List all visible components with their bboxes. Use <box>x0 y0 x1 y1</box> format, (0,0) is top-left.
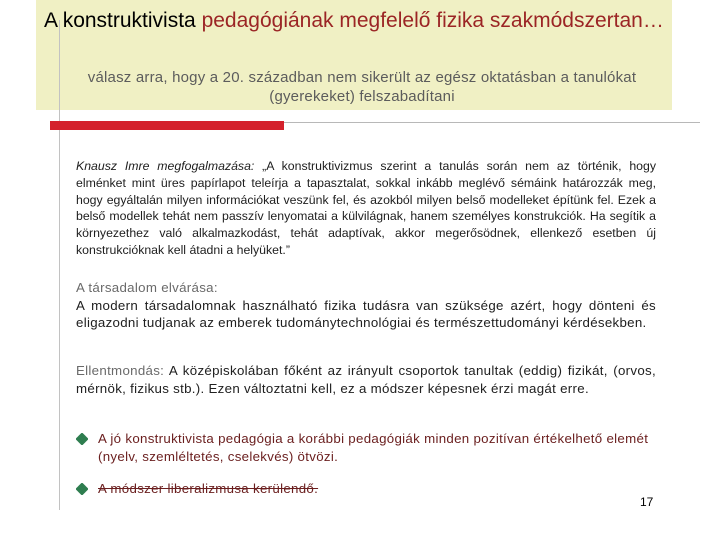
page-number: 17 <box>640 495 654 509</box>
society-heading: A társadalom elvárása: <box>76 280 218 295</box>
quote-text: „A konstruktivizmus szerint a tanulás során nem az történik, hogy elménket mint üres papírlapot teleírja a tapasztalat, sokkal inkább meglévő sémáink határozzák meg, hogy egyáltalán milyen információkat veszünk fel, és azokból milyen belső modelleket építünk fel. Ezek a belső modellek tehát nem passzív lenyomatai a külvilágnak, hanem személyes konstrukciók. Ha segítik a környezethez való alkalmazkodást, tehát adaptívak, akkor megerősödnek, ellenkező esetben új konstrukcióknak kell átadni a helyüket.” <box>76 159 656 257</box>
bullet-text: A módszer liberalizmusa kerülendő. <box>98 481 319 496</box>
bullet-item <box>76 480 676 498</box>
title-part-2: konstruktivista <box>62 9 196 32</box>
bullet-text: A jó konstruktivista pedagógia a korábbi pedagógiák minden pozitívan értékelhető elemét (nyelv, szemléltetés, cselekvés) ötvözi. <box>98 431 649 464</box>
society-expectation <box>76 279 656 332</box>
title-part-1: A <box>44 9 63 32</box>
quote-lead: Knausz Imre megfogalmazása: <box>76 159 255 173</box>
accent-bar <box>50 121 284 130</box>
bullet-item <box>76 430 676 466</box>
contradiction-paragraph <box>76 362 656 397</box>
left-vertical-line <box>59 20 60 510</box>
title-part-3: pedagógiának megfelelő fizika szakmódszertan… <box>195 9 664 32</box>
diamond-flower-bullet-icon <box>76 433 88 445</box>
diamond-flower-bullet-icon <box>76 483 88 495</box>
contradiction-label: Ellentmondás: <box>76 363 165 378</box>
society-text: A modern társadalomnak használható fizika tudásra van szüksége azért, hogy dönteni és eligazodni tudjanak az emberek tudománytechnológiai és természettudományi kérdésekben. <box>76 297 656 331</box>
contradiction-text: A középiskolában főként az irányult csoportok tanultak (eddig) fizikát, (orvos, mérnök, fizikus stb.). Ezen változtatni kell, ez a módszer képesnek érzi magát erre. <box>76 363 656 396</box>
quote-paragraph <box>76 158 656 259</box>
slide-title <box>44 8 674 34</box>
slide-subtitle: válasz arra, hogy a 20. században nem sikerült az egész oktatásban a tanulókat (gyerekeket) felszabadítani <box>87 69 637 105</box>
